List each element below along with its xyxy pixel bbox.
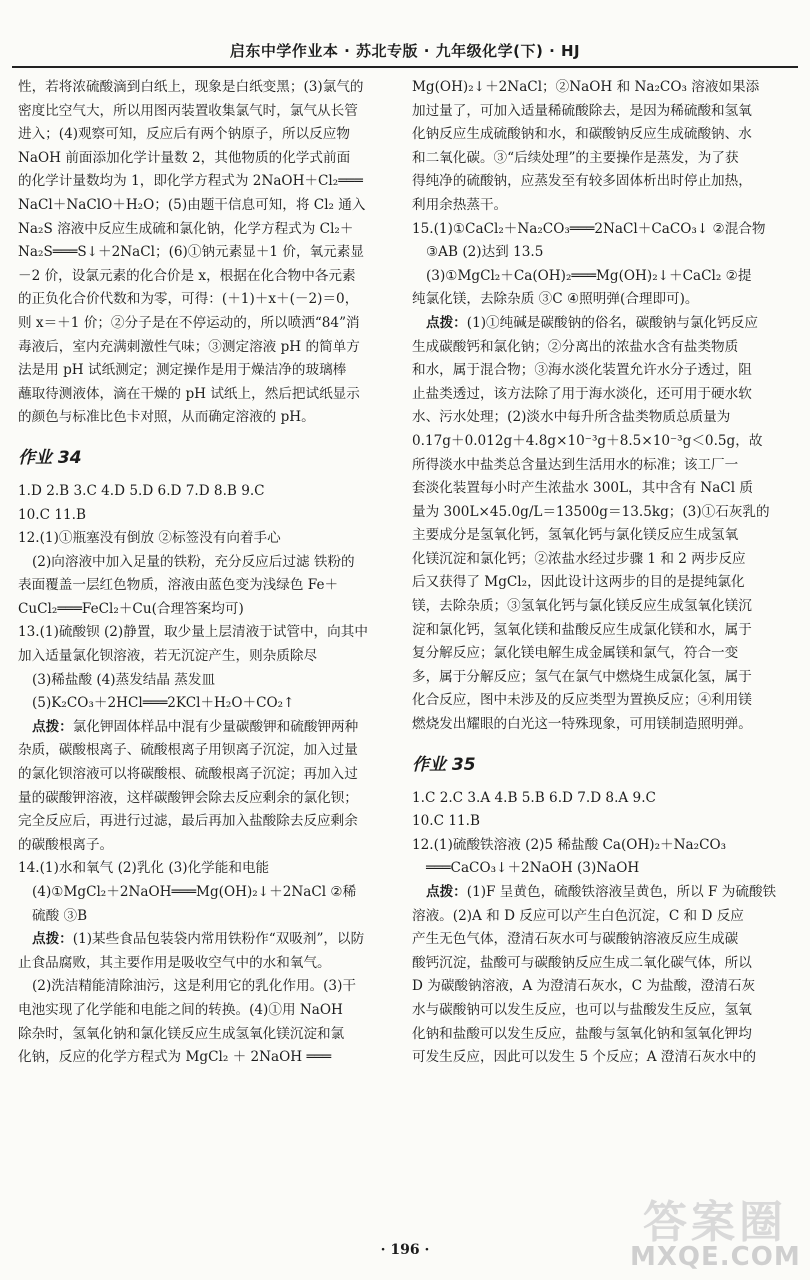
hint-label: 点拨： <box>426 314 467 331</box>
text-line: 的化学计量数均为 1，即化学方程式为 2NaOH＋Cl₂═══ <box>18 173 363 190</box>
watermark-title: 答案圈 <box>643 1197 787 1248</box>
text-line: 复分解反应；氯化镁电解生成金属镁和氯气，符合一变 <box>412 645 739 662</box>
hint-label: 点拨： <box>32 718 73 735</box>
text-line: 完全反应后，再进行过滤，最后再加入盐酸除去反应剩余 <box>18 813 358 830</box>
text-line: (4)①MgCl₂＋2NaOH═══Mg(OH)₂↓＋2NaCl ②稀 <box>32 884 357 900</box>
text-line: －2 价，设氯元素的化合价是 x，根据在化合物中各元素 <box>18 267 356 284</box>
text-line: (3)①MgCl₂＋Ca(OH)₂═══Mg(OH)₂↓＋CaCl₂ ②提 <box>426 267 752 284</box>
left-column <box>18 76 390 1224</box>
text-line: 点拨：(1)某些食品包装袋内常用铁粉作“双吸剂”，以防 <box>32 931 365 948</box>
text-line: CuCl₂═══FeCl₂＋Cu(合理答案均可) <box>18 600 244 617</box>
text-line: 密度比空气大，所以用图丙装置收集氯气时，氯气从长管 <box>18 102 358 119</box>
text-line: 镁，去除杂质；③氢氧化钙与氯化镁反应生成氢氧化镁沉 <box>412 598 752 615</box>
hint-label: 点拨： <box>32 931 73 948</box>
text-line: 14.(1)水和氧气 (2)乳化 (3)化学能和电能 <box>18 860 270 877</box>
text-line: Na₂S 溶液中反应生成硫和氯化钠，化学方程式为 Cl₂＋ <box>18 220 354 237</box>
text-line: 0.17g＋0.012g＋4.8g×10⁻³g＋8.5×10⁻³g＜0.5g，故 <box>412 432 763 449</box>
answer-block-34 <box>18 480 390 1070</box>
text-line: 后又获得了 MgCl₂，因此设计这两步的目的是提纯氯化 <box>412 574 745 591</box>
text-line: 性，若将浓硫酸滴到白纸上，现象是白纸变黑；(3)氯气的 <box>18 79 364 95</box>
text-line: NaCl＋NaClO＋H₂O；(5)由题干信息可知，将 Cl₂ 通入 <box>18 196 366 213</box>
text-line: 和水，属于混合物；③海水淡化装置允许水分子透过，阻 <box>412 362 752 379</box>
text-line: 法是用 pH 试纸测定；测定操作是用于燥洁净的玻璃棒 <box>18 362 347 379</box>
header-rule <box>12 66 798 68</box>
text-line: ③AB (2)达到 13.5 <box>426 244 544 261</box>
text-line: 化合反应，图中未涉及的反应类型为置换反应；④利用镁 <box>412 692 752 709</box>
text-line: 所得淡水中盐类总含量达到生活用水的标准；该工厂一 <box>412 456 739 473</box>
text-line: 燃烧发出耀眼的白光这一特殊现象，可用镁制造照明弹。 <box>412 716 752 733</box>
text-line: 产生无色气体，澄清石灰水可与碳酸钠溶液反应生成碳 <box>412 931 739 948</box>
watermark-url: MXQE.COM <box>630 1242 801 1272</box>
text-line: 套淡化装置每小时产生浓盐水 300L，其中含有 NaCl 质 <box>412 480 753 497</box>
text-line: 进入；(4)观察可知，反应后有两个钠原子，所以反应物 <box>18 126 350 143</box>
text-line: 化钠，反应的化学方程式为 MgCl₂ ＋ 2NaOH ═══ <box>18 1049 332 1066</box>
text-line: 点拨：(1)F 呈黄色，硫酸铁溶液呈黄色，所以 F 为硫酸铁 <box>426 884 777 900</box>
text-line: D 为碳酸钠溶液，A 为澄清石灰水，C 为盐酸，澄清石灰 <box>412 978 756 995</box>
text-line: 加过量了，可加入适量稀硫酸除去，是因为稀硫酸和氢氧 <box>412 102 752 119</box>
text-line: 止食品腐败，其主要作用是吸收空气中的水和氧气。 <box>18 954 331 971</box>
text-line: 除杂时，氢氧化钠和氯化镁反应生成氢氧化镁沉淀和氯 <box>18 1025 345 1042</box>
text-line: 的氯化钡溶液可以将碳酸根、硫酸根离子沉淀；再加入过 <box>18 766 358 783</box>
text-line: 水、污水处理；(2)淡水中每升所含盐类物质总质量为 <box>412 409 731 426</box>
text-line: 硫酸 ③B <box>32 907 88 924</box>
answer-block-34-continued <box>412 76 784 737</box>
hint-label: 点拨： <box>426 884 467 900</box>
text-line: (3)稀盐酸 (4)蒸发结晶 蒸发皿 <box>32 671 216 688</box>
text-line: 点拨：(1)①纯碱是碳酸钠的俗名，碳酸钠与氯化钙反应 <box>426 314 758 331</box>
text-line: 毒液后，室内充满刺激性气味；③测定溶液 pH 的简单方 <box>18 338 360 355</box>
text-line: ═══CaCO₃↓＋2NaOH (3)NaOH <box>426 860 640 877</box>
text-line: 1.D 2.B 3.C 4.D 5.D 6.D 7.D 8.B 9.C <box>18 482 265 499</box>
text-line: (5)K₂CO₃＋2HCl═══2KCl＋H₂O＋CO₂↑ <box>32 695 295 712</box>
section-heading-34: 作业 34 <box>18 447 82 468</box>
text-line: 和二氧化碳。③“后续处理”的主要操作是蒸发，为了获 <box>412 149 739 166</box>
text-line: 13.(1)硫酸钡 (2)静置，取少量上层清液于试管中，向其中 <box>18 624 368 641</box>
text-line: 的正负化合价代数和为零，可得：(＋1)＋x＋(－2)＝0， <box>18 291 359 308</box>
text-line: 得纯净的硫酸钠，应蒸发至有较多固体析出时停止加热， <box>412 173 752 190</box>
text-line: 量为 300L×45.0g/L＝13500g＝13.5kg；(3)①石灰乳的 <box>412 503 770 520</box>
text-line: 的碳酸根离子。 <box>18 836 114 853</box>
text-line: 可发生反应，因此可以发生 5 个反应；A 澄清石灰水中的 <box>412 1049 757 1066</box>
text-line: 杂质，碳酸根离子、硫酸根离子用钡离子沉淀，加入过量 <box>18 742 358 759</box>
text-line: 生成碳酸钙和氯化钠；②分离出的浓盐水含有盐类物质 <box>412 338 739 355</box>
text-line: 止盐类透过，该方法除了用于海水淡化，还可用于硬水软 <box>412 385 752 402</box>
text-line: 化镁沉淀和氯化钙；②浓盐水经过步骤 1 和 2 两步反应 <box>412 550 746 567</box>
text-line: 12.(1)①瓶塞没有倒放 ②标签没有向着手心 <box>18 530 281 547</box>
text-line: 利用余热蒸干。 <box>412 196 508 213</box>
text-line: 加入适量氯化钡溶液，若无沉淀产生，则杂质除尽 <box>18 648 318 665</box>
text-line: (2)向溶液中加入足量的铁粉，充分反应后过滤 铁粉的 <box>32 553 355 570</box>
text-line: 量的碳酸钾溶液，这样碳酸钾会除去反应剩余的氯化钡； <box>18 789 358 806</box>
text-line: 纯氯化镁，去除杂质 ③C ④照明弹(合理即可)。 <box>412 291 699 308</box>
text-line: 15.(1)①CaCl₂＋Na₂CO₃═══2NaCl＋CaCO₃↓ ②混合物 <box>412 220 766 237</box>
page-number: · 196 · <box>380 1242 430 1258</box>
text-line: 1.C 2.C 3.A 4.B 5.B 6.D 7.D 8.A 9.C <box>412 789 656 806</box>
text-line: 溶液。(2)A 和 D 反应可以产生白色沉淀，C 和 D 反应 <box>412 907 744 924</box>
text-line: 表面覆盖一层红色物质，溶液由蓝色变为浅绿色 Fe＋ <box>18 577 339 594</box>
text-line: 多，属于分解反应；氢气在氯气中燃烧生成氯化氢，属于 <box>412 668 752 685</box>
text-line: 淀和氯化钙，氢氧化镁和盐酸反应生成氯化镁和水，属于 <box>412 621 752 638</box>
text-line: 蘸取待测液体，滴在干燥的 pH 试纸上，然后把试纸显示 <box>18 385 360 402</box>
text-line: 化钠反应生成硫酸钠和水，和碳酸钠反应生成硫酸钠、水 <box>412 126 752 143</box>
answer-block-33-tail <box>18 76 390 430</box>
text-line: (2)洗洁精能清除油污，这是利用它的乳化作用。(3)干 <box>32 978 356 995</box>
text-line: 电池实现了化学能和电能之间的转换。(4)①用 NaOH <box>18 1001 343 1018</box>
section-heading-35: 作业 35 <box>412 754 476 775</box>
watermark-logo <box>630 1186 800 1276</box>
text-line: 化钠和盐酸可以发生反应，盐酸与氢氧化钠和氢氧化钾均 <box>412 1025 752 1042</box>
right-column <box>412 76 784 1224</box>
text-line: 酸钙沉淀，盐酸可与碳酸钠反应生成二氧化碳气体，所以 <box>412 954 752 971</box>
text-line: Na₂S═══S↓＋2NaCl；(6)①钠元素显＋1 价，氧元素显 <box>18 244 364 261</box>
text-line: 则 x＝＋1 价；②分子是在不停运动的，所以喷洒“84”消 <box>18 314 360 331</box>
answer-block-35 <box>412 787 784 1070</box>
text-line: 主要成分是氢氧化钙，氢氧化钙与氯化镁反应生成氢氧 <box>412 527 739 544</box>
page-header: 启东中学作业本 · 苏北专版 · 九年级化学(下) · HJ <box>229 42 581 60</box>
text-line: 水与碳酸钠可以发生反应，也可以与盐酸发生反应，氢氧 <box>412 1001 752 1018</box>
text-line: 10.C 11.B <box>412 813 480 830</box>
text-line: 12.(1)硫酸铁溶液 (2)5 稀盐酸 Ca(OH)₂＋Na₂CO₃ <box>412 836 727 853</box>
text-line: 点拨：氯化钾固体样品中混有少量碳酸钾和硫酸钾两种 <box>32 718 359 735</box>
text-line: 的颜色与标准比色卡对照，从而确定溶液的 pH。 <box>18 409 315 426</box>
text-line: Mg(OH)₂↓＋2NaCl；②NaOH 和 Na₂CO₃ 溶液如果添 <box>412 79 760 95</box>
text-line: 10.C 11.B <box>18 506 86 523</box>
text-line: NaOH 前面添加化学计量数 2，其他物质的化学式前面 <box>18 149 351 166</box>
